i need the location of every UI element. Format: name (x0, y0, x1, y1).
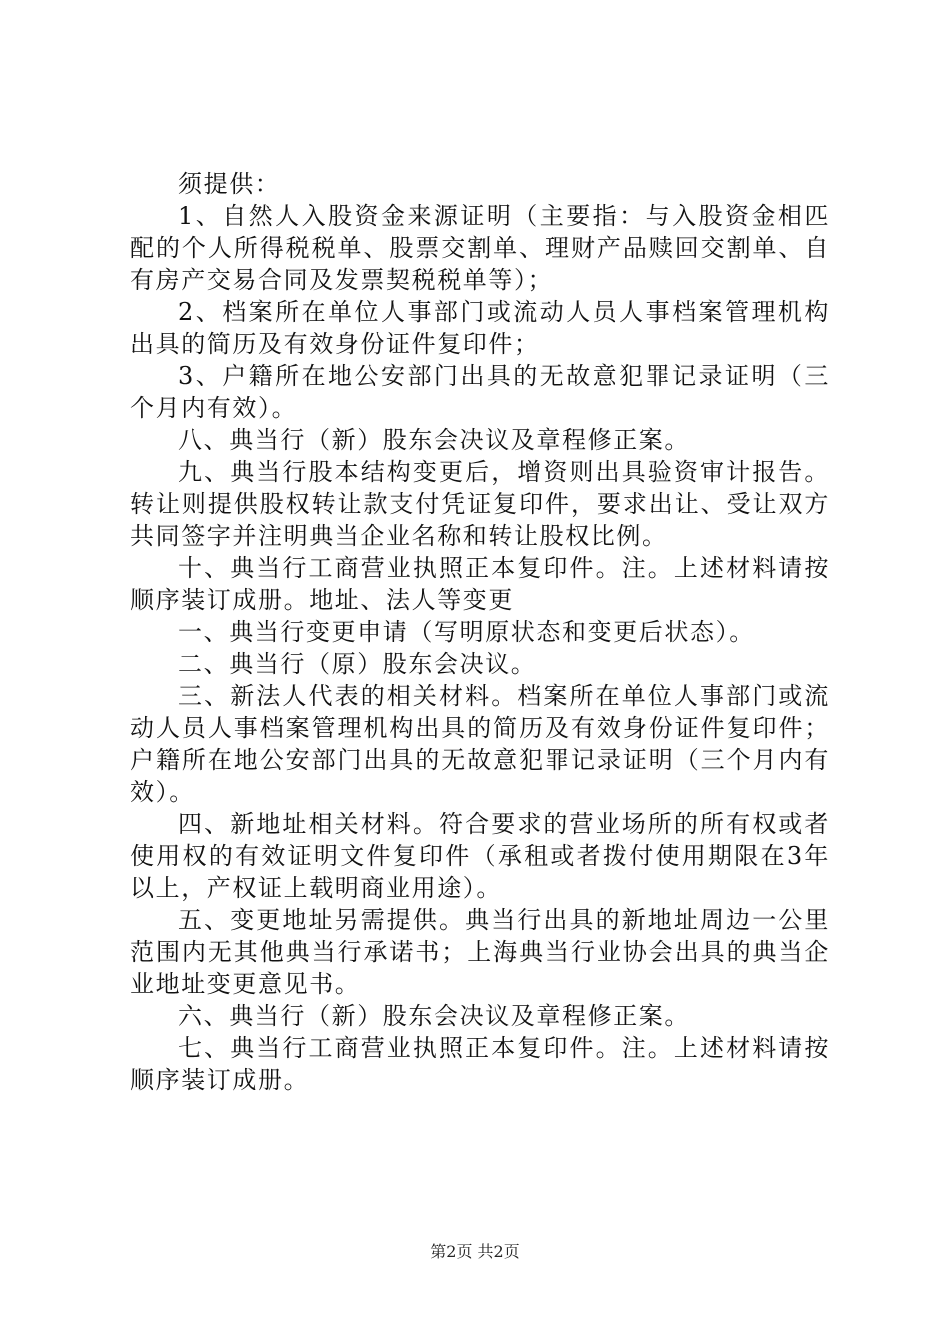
paragraph-change-3: 三、新法人代表的相关材料。档案所在单位人事部门或流动人员人事档案管理机构出具的简历及有效身份证件复印件；户籍所在地公安部门出具的无故意犯罪记录证明（三个月内有效）。 (130, 682, 830, 806)
paragraph-item-3-no-crime-record: 3、户籍所在地公安部门出具的无故意犯罪记录证明（三个月内有效）。 (130, 362, 830, 422)
paragraph-change-6: 六、典当行（新）股东会决议及章程修正案。 (178, 1002, 690, 1030)
paragraph-required-docs-intro: 须提供： (178, 170, 281, 198)
page-number-footer: 第2页 共2页 (430, 1242, 520, 1261)
paragraph-change-1: 一、典当行变更申请（写明原状态和变更后状态）。 (178, 618, 755, 646)
paragraph-change-7: 七、典当行工商营业执照正本复印件。注。上述材料请按顺序装订成册。 (130, 1034, 830, 1094)
paragraph-item-1-fund-source: 1、自然人入股资金来源证明（主要指：与入股资金相匹配的个人所得税税单、股票交割单、理财产品赎回交割单、自有房产交易合同及发票契税税单等）； (130, 202, 830, 294)
paragraph-change-2: 二、典当行（原）股东会决议。 (178, 650, 537, 678)
paragraph-item-2-resume: 2、档案所在单位人事部门或流动人员人事档案管理机构出具的简历及有效身份证件复印件； (130, 298, 830, 358)
document-body (130, 168, 830, 1096)
paragraph-change-5: 五、变更地址另需提供。典当行出具的新地址周边一公里范围内无其他典当行承诺书；上海典当行业协会出具的典当企业地址变更意见书。 (130, 906, 830, 998)
paragraph-change-4: 四、新地址相关材料。符合要求的营业场所的所有权或者使用权的有效证明文件复印件（承租或者拨付使用期限在3年以上，产权证上载明商业用途）。 (130, 810, 830, 902)
paragraph-section-10: 十、典当行工商营业执照正本复印件。注。上述材料请按顺序装订成册。地址、法人等变更 (130, 554, 830, 614)
paragraph-section-9: 九、典当行股本结构变更后，增资则出具验资审计报告。转让则提供股权转让款支付凭证复印件，要求出让、受让双方共同签字并注明典当企业名称和转让股权比例。 (130, 458, 830, 550)
paragraph-section-8: 八、典当行（新）股东会决议及章程修正案。 (178, 426, 690, 454)
